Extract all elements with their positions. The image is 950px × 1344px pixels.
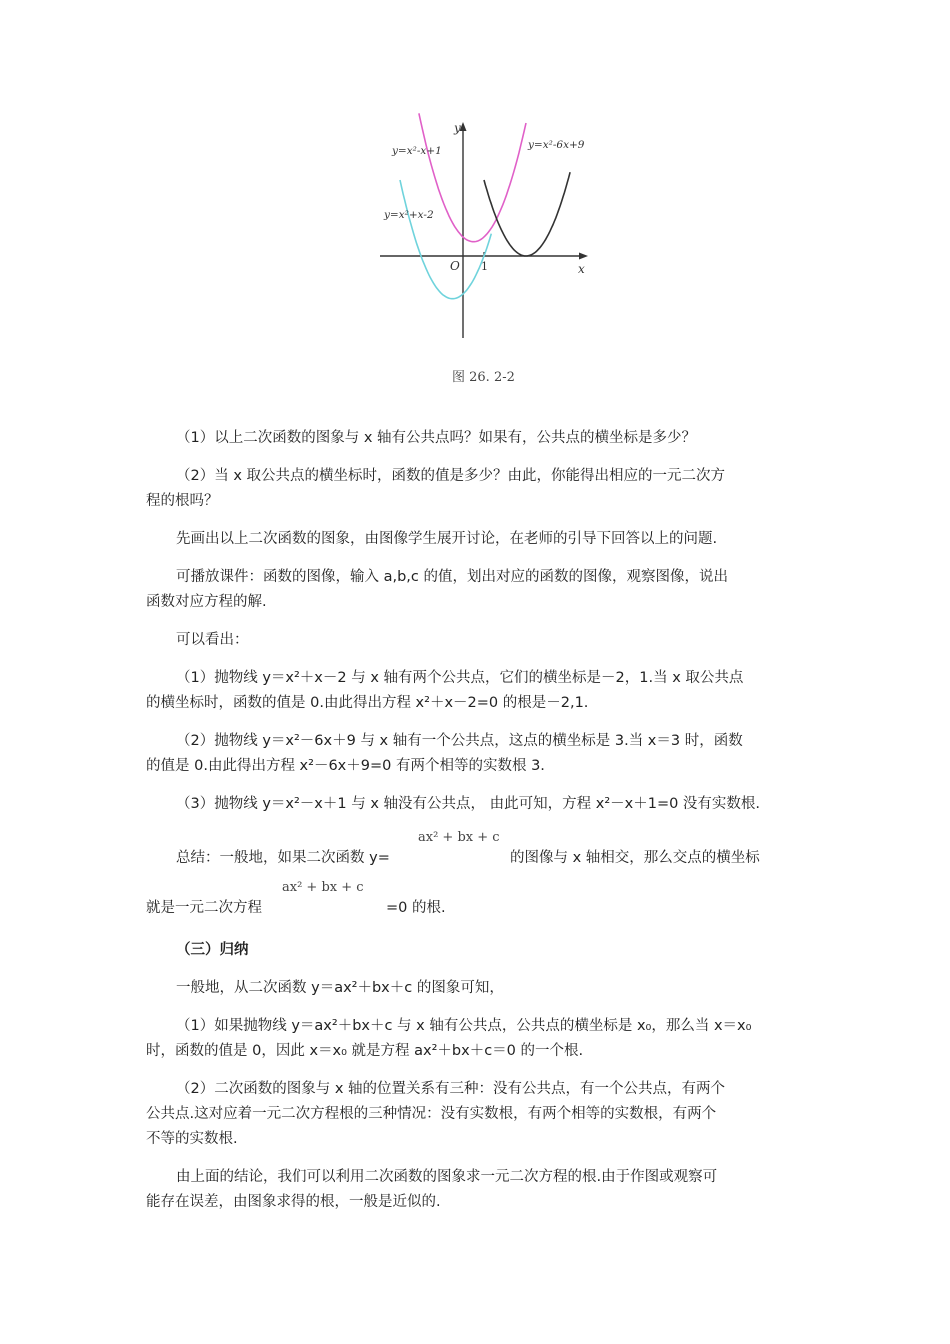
parabola-figure (370, 112, 600, 352)
x-axis-arrow (579, 253, 588, 260)
summary-formula-2: ax² + bx + c (282, 880, 364, 895)
summary-line1-prefix: 总结：一般地，如果二次函数 y= (176, 850, 390, 866)
generalization-intro: 一般地，从二次函数 y＝ax²＋bx＋c 的图象可知， (176, 980, 504, 996)
paragraph-courseware-line1: 可播放课件：函数的图像，输入 a,b,c 的值，划出对应的函数的图像，观察图像，说出 (176, 569, 728, 585)
answer-2-line2: 的值是 0.由此得出方程 x²－6x＋9=0 有两个相等的实数根 3. (146, 758, 545, 774)
answer-1-line2: 的横坐标时，函数的值是 0.由此得出方程 x²＋x－2=0 的根是－2,1. (146, 695, 589, 711)
y-axis-label: y (454, 121, 461, 135)
generalization-2-line3: 不等的实数根. (146, 1131, 238, 1147)
curve-dark (484, 172, 570, 256)
generalization-2-line1: （2）二次函数的图象与 x 轴的位置关系有三种：没有公共点，有一个公共点，有两个 (176, 1081, 726, 1097)
answer-2-line1: （2）抛物线 y＝x²－6x＋9 与 x 轴有一个公共点，这点的横坐标是 3.当 x＝3 时，函数 (176, 733, 743, 749)
answer-3: （3）抛物线 y＝x²－x＋1 与 x 轴没有公共点， 由此可知，方程 x²－x＋1=0 没有实数根. (176, 796, 761, 812)
generalization-1-line1: （1）如果抛物线 y＝ax²＋bx＋c 与 x 轴有公共点，公共点的横坐标是 x₀，那么当 x＝x₀ (176, 1018, 752, 1034)
generalization-2-line2: 公共点.这对应着一元二次方程根的三种情况：没有实数根，有两个相等的实数根，有两个 (146, 1106, 717, 1122)
conclusion-line1: 由上面的结论，我们可以利用二次函数的图象求一元二次方程的根.由于作图或观察可 (176, 1169, 718, 1185)
x-axis-label: x (578, 262, 585, 276)
conclusion-line2: 能存在误差，由图象求得的根，一般是近似的. (146, 1194, 441, 1210)
curve-cyan (400, 180, 491, 299)
paragraph-draw: 先画出以上二次函数的图象，由图像学生展开讨论，在老师的引导下回答以上的问题. (176, 531, 718, 547)
generalization-1-line2: 时，函数的值是 0，因此 x＝x₀ 就是方程 ax²＋bx＋c＝0 的一个根. (146, 1043, 584, 1059)
paragraph-observe: 可以看出： (176, 632, 249, 648)
summary-formula-1: ax² + bx + c (418, 830, 500, 845)
question-1: （1）以上二次函数的图象与 x 轴有公共点吗？如果有，公共点的横坐标是多少？ (176, 430, 697, 446)
summary-line1-suffix: 的图像与 x 轴相交，那么交点的横坐标 (510, 850, 760, 866)
curve-label-cyan: y=x²+x-2 (384, 209, 434, 221)
question-2-line2: 程的根吗？ (146, 493, 219, 509)
curve-pink (419, 113, 526, 241)
summary-line2-suffix: =0 的根. (386, 900, 446, 916)
curve-label-dark: y=x²-6x+9 (528, 139, 585, 151)
answer-1-line1: （1）抛物线 y＝x²＋x－2 与 x 轴有两个公共点，它们的横坐标是－2，1.当 x 取公共点 (176, 670, 744, 686)
section-heading-3: （三）归纳 (176, 942, 249, 958)
curve-label-pink: y=x²-x+1 (392, 145, 442, 157)
origin-label: O (450, 259, 460, 273)
paragraph-courseware-line2: 函数对应方程的解. (146, 594, 267, 610)
tick-label-1: 1 (481, 260, 488, 273)
question-2-line1: （2）当 x 取公共点的横坐标时，函数的值是多少？由此，你能得出相应的一元二次方 (176, 468, 726, 484)
summary-line2-prefix: 就是一元二次方程 (146, 900, 262, 916)
figure-caption: 图 26. 2-2 (452, 370, 515, 385)
